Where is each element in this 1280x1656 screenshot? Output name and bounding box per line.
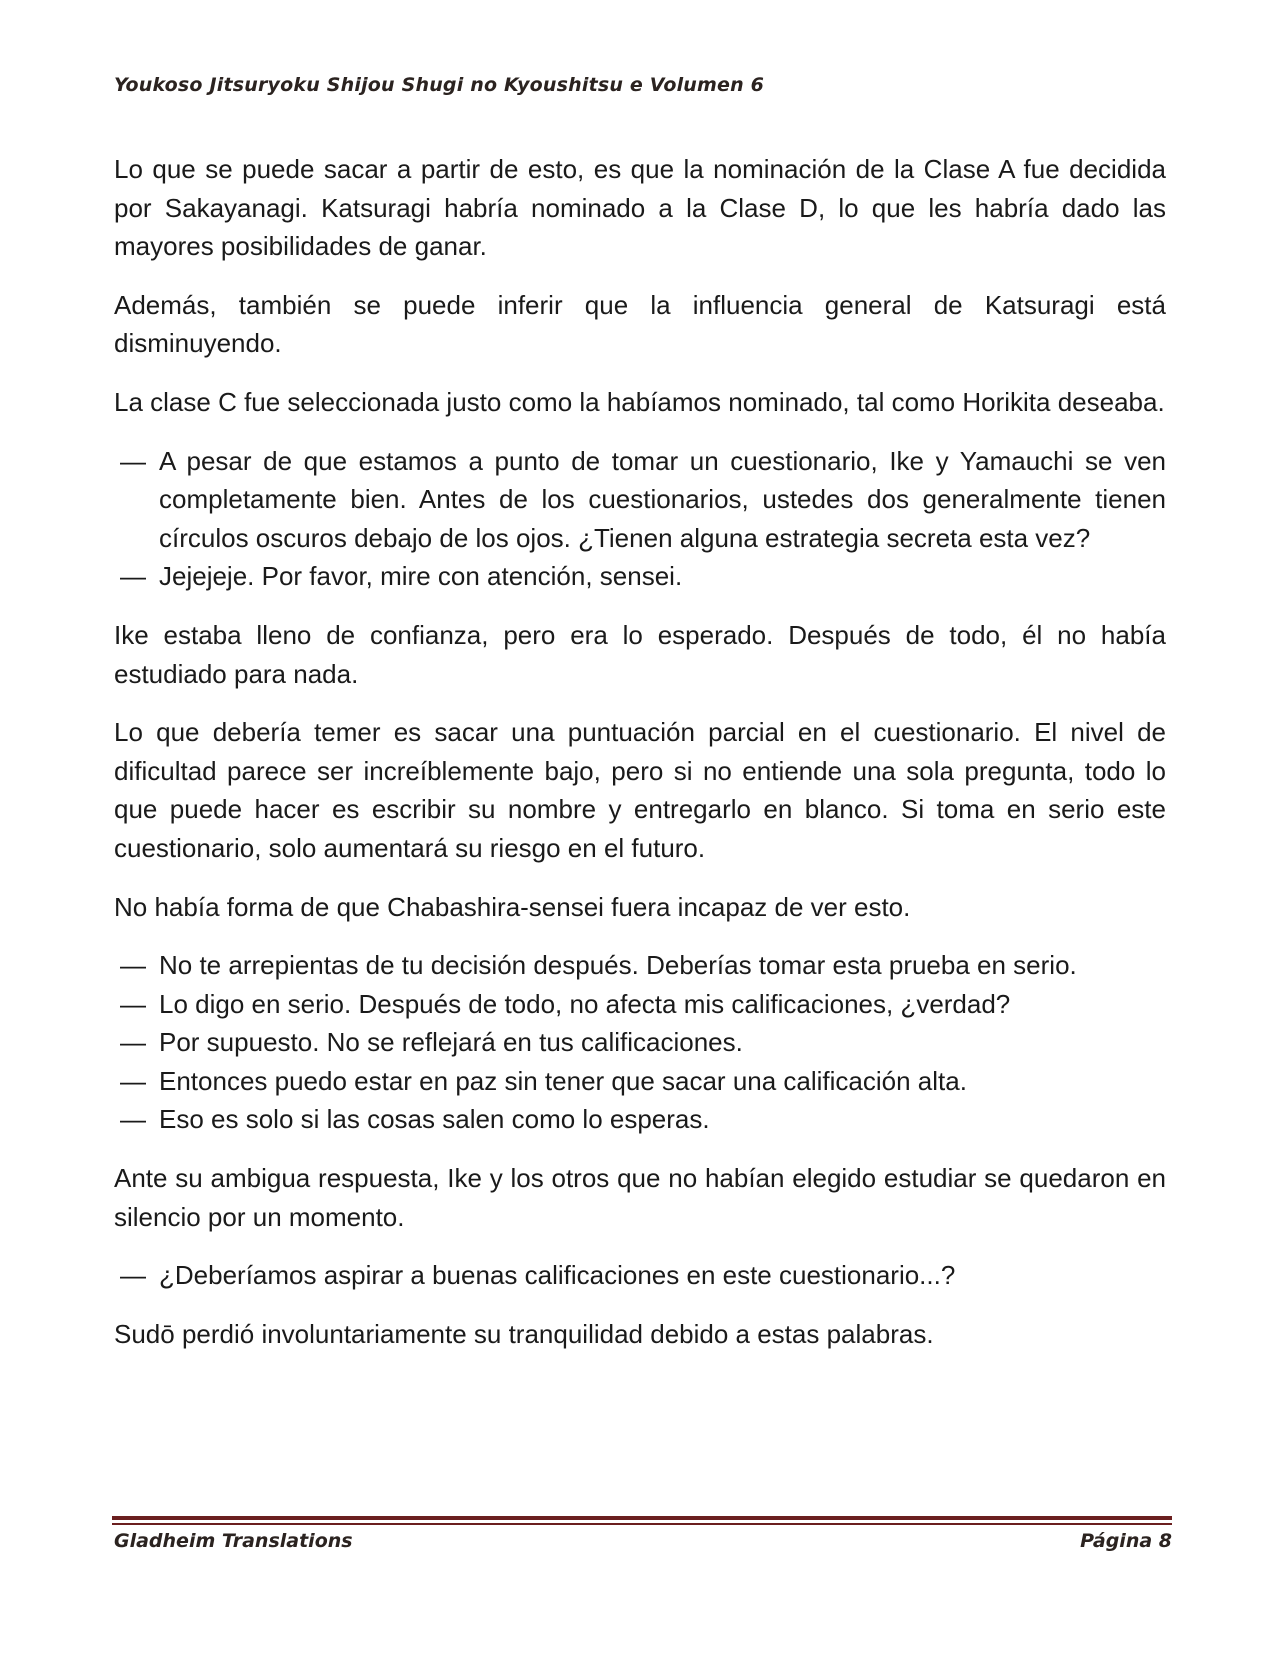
footer-page-number: Página 8 [1080, 1530, 1172, 1552]
paragraph: La clase C fue seleccionada justo como la habíamos nominado, tal como Horikita deseaba. [114, 386, 1165, 417]
footer-rule [112, 1516, 1172, 1520]
dialogue-text: Jejejeje. Por favor, mire con atención, sensei. [159, 561, 683, 592]
dialogue-text: Lo digo en serio. Después de todo, no afecta mis calificaciones, ¿verdad? [159, 988, 1011, 1019]
paragraph: No había forma de que Chabashira-sensei fuera incapaz de ver esto. [114, 891, 911, 922]
dialogue-block [114, 1256, 1166, 1295]
dialogue-line [114, 1023, 1166, 1062]
running-header: Youkoso Jitsuryoku Shijou Shugi no Kyoushitsu e Volumen 6 [114, 74, 765, 96]
dialogue-line [114, 557, 1166, 596]
footer-translator: Gladheim Translations [114, 1530, 353, 1552]
paragraph: Lo que debería temer es sacar una puntuación parcial en el cuestionario. El nivel de dificultad parece ser increíblemente bajo, pero si no entiende una sola pregunta, todo lo que puede hacer es escribir su nombre y entregarlo en blanco. Si toma en serio este cuestionario, solo aumentará su riesgo en el futuro. [114, 717, 1166, 863]
dialogue-line [114, 1256, 1166, 1295]
dialogue-text: A pesar de que estamos a punto de tomar un cuestionario, Ike y Yamauchi se ven completamente bien. Antes de los cuestionarios, ustedes dos generalmente tienen círculos oscuros debajo de los ojos. ¿Tienen alguna estrategia secreta esta vez? [159, 445, 1166, 553]
dialogue-text: ¿Deberíamos aspirar a buenas calificaciones en este cuestionario...? [159, 1260, 956, 1291]
dialogue-dash: — [120, 988, 146, 1019]
dialogue-dash: — [120, 445, 146, 476]
dialogue-block [114, 442, 1166, 596]
dialogue-text: Por supuesto. No se reflejará en tus calificaciones. [159, 1027, 743, 1058]
dialogue-dash: — [120, 1027, 146, 1058]
paragraph: Sudō perdió involuntariamente su tranquilidad debido a estas palabras. [114, 1318, 934, 1349]
paragraph: Ike estaba lleno de confianza, pero era lo esperado. Después de todo, él no había estudiado para nada. [114, 619, 1166, 689]
dialogue-line [114, 946, 1166, 985]
dialogue-dash: — [120, 950, 146, 981]
dialogue-line [114, 1100, 1166, 1139]
dialogue-dash: — [120, 1260, 146, 1291]
dialogue-text: No te arrepientas de tu decisión después. Deberías tomar esta prueba en serio. [159, 950, 1077, 981]
dialogue-block [114, 946, 1166, 1139]
footer-rule-thin [112, 1523, 1172, 1525]
dialogue-line [114, 1062, 1166, 1101]
body-text [114, 150, 1166, 1373]
dialogue-dash: — [120, 1065, 146, 1096]
dialogue-text: Entonces puedo estar en paz sin tener que sacar una calificación alta. [159, 1065, 967, 1096]
dialogue-line [114, 442, 1166, 558]
dialogue-text: Eso es solo si las cosas salen como lo esperas. [159, 1104, 710, 1135]
dialogue-line [114, 985, 1166, 1024]
paragraph: Además, también se puede inferir que la influencia general de Katsuragi está disminuyendo. [114, 289, 1166, 359]
dialogue-dash: — [120, 561, 146, 592]
paragraph: Ante su ambigua respuesta, Ike y los otros que no habían elegido estudiar se quedaron en silencio por un momento. [114, 1163, 1166, 1232]
paragraph: Lo que se puede sacar a partir de esto, es que la nominación de la Clase A fue decidida por Sakayanagi. Katsuragi habría nominado a la Clase D, lo que les habría dado las mayores posibilidades de ganar. [114, 154, 1166, 262]
dialogue-dash: — [120, 1104, 146, 1135]
